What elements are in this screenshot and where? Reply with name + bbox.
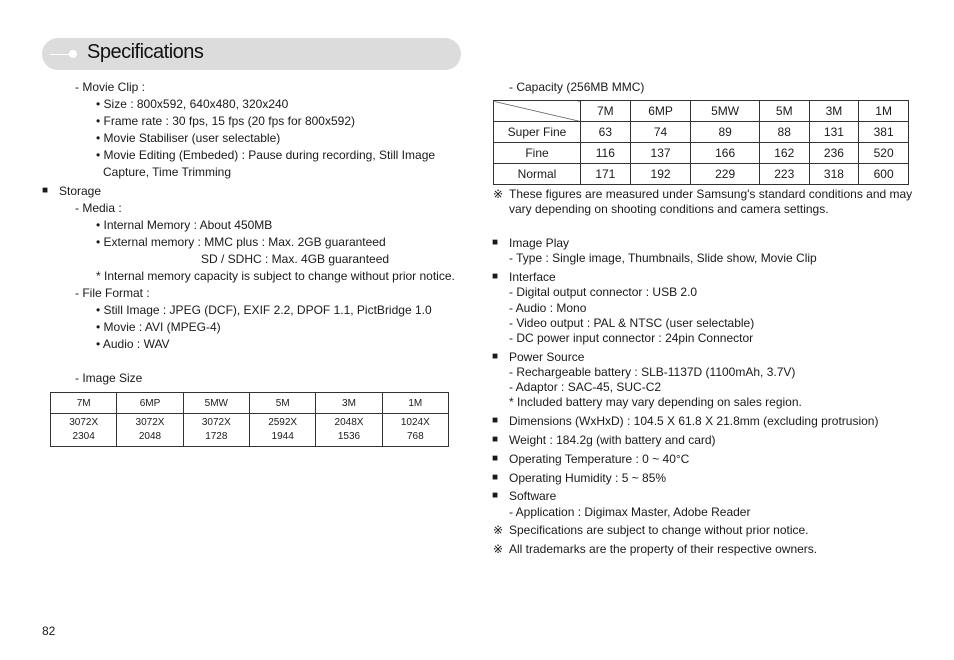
table-cell: 166 [691, 143, 760, 164]
file-format-item: • Audio : WAV [96, 337, 170, 351]
table-header-cell: 5MW [691, 101, 760, 122]
table-row [494, 164, 909, 185]
spec-change-note: Specifications are subject to change without prior notice. [509, 523, 809, 537]
table-cell: 229 [691, 164, 760, 185]
table-cell: 74 [630, 122, 691, 143]
software-item: - Application : Digimax Master, Adobe Reader [509, 505, 751, 519]
table-cell: 63 [581, 122, 631, 143]
page-number: 82 [42, 624, 56, 638]
image-play-label: ■ Image Play [509, 236, 569, 250]
table-cell: 3072X 2304 [51, 414, 117, 447]
table-cell: 2048X 1536 [316, 414, 382, 447]
storage-label: ■ Storage [59, 184, 101, 198]
table-cell: 223 [759, 164, 809, 185]
note-marker: ※ [493, 542, 504, 556]
power-source-item: - Rechargeable battery : SLB-1137D (1100mAh, 3.7V) [509, 365, 796, 379]
table-header-cell: 7M [581, 101, 631, 122]
table-row-label: Super Fine [494, 122, 581, 143]
operating-humidity: ■ Operating Humidity : 5 ~ 85% [509, 471, 666, 485]
interface-item: - DC power input connector : 24pin Connector [509, 331, 754, 345]
table-cell: 192 [630, 164, 691, 185]
image-play-item: - Type : Single image, Thumbnails, Slide show, Movie Clip [509, 251, 817, 265]
movie-clip-item: • Frame rate : 30 fps, 15 fps (20 fps for 800x592) [96, 114, 355, 128]
table-cell: 318 [809, 164, 859, 185]
media-item: SD / SDHC : Max. 4GB guaranteed [201, 252, 390, 266]
note-marker: ※ [493, 187, 504, 201]
table-cell: 171 [581, 164, 631, 185]
table-header-cell: 6MP [630, 101, 691, 122]
interface-item: - Audio : Mono [509, 301, 587, 315]
movie-clip-item: • Size : 800x592, 640x480, 320x240 [96, 97, 289, 111]
image-size-table [50, 392, 449, 447]
table-header-cell: 5MW [183, 393, 249, 414]
table-row-label: Normal [494, 164, 581, 185]
weight: ■ Weight : 184.2g (with battery and card) [509, 433, 716, 447]
image-size-label: - Image Size [75, 371, 143, 385]
capacity-label: - Capacity (256MB MMC) [509, 80, 645, 94]
table-header-cell: 1M [859, 101, 909, 122]
file-format-item: • Still Image : JPEG (DCF), EXIF 2.2, DPOF 1.1, PictBridge 1.0 [96, 303, 432, 317]
movie-clip-item: Capture, Time Trimming [103, 165, 232, 179]
table-header-row [51, 393, 449, 414]
movie-clip-label: - Movie Clip : [75, 80, 146, 94]
table-header-cell: 7M [51, 393, 117, 414]
table-header-cell: 3M [809, 101, 859, 122]
table-header-row [494, 101, 909, 122]
media-item: • Internal Memory : About 450MB [96, 218, 273, 232]
media-item: • External memory : MMC plus : Max. 2GB guaranteed [96, 235, 386, 249]
table-header-cell: 6MP [117, 393, 183, 414]
power-source-note: * Included battery may vary depending on sales region. [509, 395, 802, 409]
table-cell: 3072X 2048 [117, 414, 183, 447]
table-cell: 236 [809, 143, 859, 164]
file-format-label: - File Format : [75, 286, 150, 300]
table-cell: 162 [759, 143, 809, 164]
table-cell: 89 [691, 122, 760, 143]
power-source-label: ■ Power Source [509, 350, 584, 364]
table-header-cell: 5M [249, 393, 315, 414]
table-cell: 381 [859, 122, 909, 143]
movie-clip-item: • Movie Editing (Embeded) : Pause during recording, Still Image [96, 148, 436, 162]
table-cell: 137 [630, 143, 691, 164]
trademark-note: All trademarks are the property of their respective owners. [509, 542, 818, 556]
table-row-label: Fine [494, 143, 581, 164]
table-header-cell: 3M [316, 393, 382, 414]
table-row [51, 414, 449, 447]
table-cell: 600 [859, 164, 909, 185]
file-format-item: • Movie : AVI (MPEG-4) [96, 320, 221, 334]
media-note: * Internal memory capacity is subject to change without prior notice. [96, 269, 455, 283]
table-cell: 3072X 1728 [183, 414, 249, 447]
table-cell: 520 [859, 143, 909, 164]
table-corner-cell [494, 101, 581, 122]
interface-label: ■ Interface [509, 270, 556, 284]
table-cell: 116 [581, 143, 631, 164]
table-cell: 2592X 1944 [249, 414, 315, 447]
capacity-table [493, 100, 909, 185]
capacity-note: These figures are measured under Samsung's standard conditions and may [509, 187, 913, 201]
movie-clip-item: • Movie Stabiliser (user selectable) [96, 131, 281, 145]
table-header-cell: 5M [759, 101, 809, 122]
media-label: - Media : [75, 201, 122, 215]
table-header-cell: 1M [382, 393, 448, 414]
header-decoration-dot [69, 50, 77, 58]
page-title: Specifications [87, 41, 204, 63]
table-cell: 1024X 768 [382, 414, 448, 447]
interface-item: - Video output : PAL & NTSC (user selectable) [509, 316, 755, 330]
software-label: ■ Software [509, 489, 556, 503]
table-cell: 88 [759, 122, 809, 143]
dimensions: ■ Dimensions (WxHxD) : 104.5 X 61.8 X 21.8mm (excluding protrusion) [509, 414, 878, 428]
interface-item: - Digital output connector : USB 2.0 [509, 285, 698, 299]
capacity-note: vary depending on shooting conditions and camera settings. [509, 202, 829, 216]
table-row [494, 122, 909, 143]
operating-temperature: ■ Operating Temperature : 0 ~ 40°C [509, 452, 689, 466]
power-source-item: - Adaptor : SAC-45, SUC-C2 [509, 380, 662, 394]
table-cell: 131 [809, 122, 859, 143]
note-marker: ※ [493, 523, 504, 537]
table-row [494, 143, 909, 164]
